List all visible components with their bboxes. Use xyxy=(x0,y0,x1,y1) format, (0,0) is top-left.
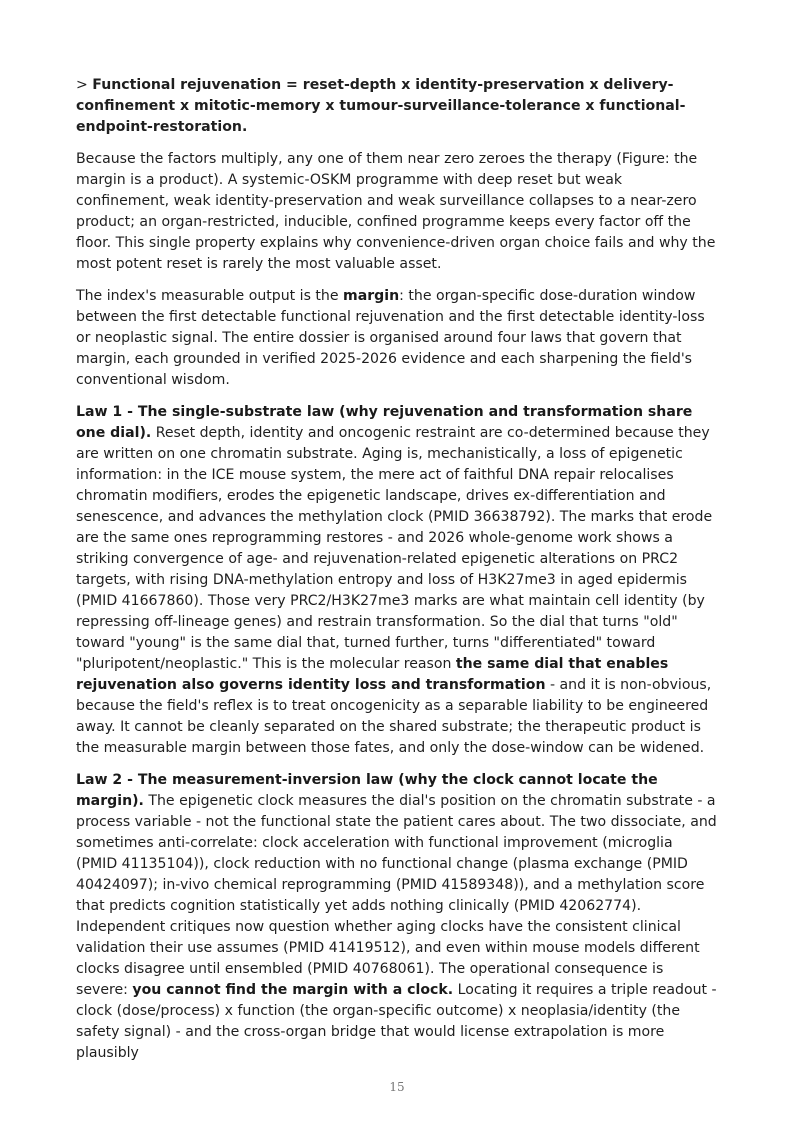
law-1-emphasis: the same dial that enables rejuvenation also governs identity loss and transformation xyxy=(76,656,669,693)
paragraph-margin-after: : the organ-specific dose-duration window between the first detectable functional rejuvenation and the first detectable identity-loss or neoplastic signal. The entire dossier is organised around four laws that govern that margin, each grounded in verified 2025-2026 evidence and each sharpening the field's conventional wisdom. xyxy=(76,288,705,388)
formula-paragraph xyxy=(76,75,718,138)
paragraph-margin xyxy=(76,286,718,391)
formula-prefix: > xyxy=(76,77,93,93)
law-2-paragraph xyxy=(76,770,718,1064)
law-1-body-b: - and it is non-obvious, because the field's reflex is to treat oncogenicity as a separable liability to be engineered away. It cannot be cleanly separated on the shared substrate; the therapeutic product is the measurable margin between those fates, and only the dose-window can be widened. xyxy=(76,677,712,756)
law-2-heading: Law 2 - The measurement-inversion law (why the clock cannot locate the margin). xyxy=(76,772,658,809)
margin-term: margin xyxy=(343,288,400,304)
law-1-paragraph xyxy=(76,402,718,759)
paragraph-multiplicative: Because the factors multiply, any one of them near zero zeroes the therapy (Figure: the margin is a product). A systemic-OSKM programme with deep reset but weak confinement, weak identity-preservation and weak surveillance collapses to a near-zero product; an organ-restricted, inducible, confined programme keeps every factor off the floor. This single property explains why convenience-driven organ choice fails and why the most potent reset is rarely the most valuable asset. xyxy=(76,151,716,272)
law-1-heading: Law 1 - The single-substrate law (why rejuvenation and transformation share one dial). xyxy=(76,404,693,441)
page-number: 15 xyxy=(389,1080,405,1094)
law-2-body-a: The epigenetic clock measures the dial's position on the chromatin substrate - a process variable - not the functional state the patient cares about. The two dissociate, and sometimes anti-correlate: clock acceleration with functional improvement (microglia (PMID 41135104)), clock reduction with no functional change (plasma exchange (PMID 40424097); in-vivo chemical reprogramming (PMID 41589348)), and a methylation score that predicts cognition statistically yet adds nothing clinically (PMID 42062774). Independent critiques now question whether aging clocks have the consistent clinical validation their use assumes (PMID 41419512), and even within mouse models different clocks disagree until ensembled (PMID 40768061). The operational consequence is severe: xyxy=(76,793,717,998)
law-1-body-a: Reset depth, identity and oncogenic restraint are co-determined because they are written on one chromatin substrate. Aging is, mechanistically, a loss of epigenetic information: in the ICE mouse system, the mere act of faithful DNA repair relocalises chromatin modifiers, erodes the epigenetic landscape, drives ex-differentiation and senescence, and advances the methylation clock (PMID 36638792). The marks that erode are the same ones reprogramming restores - and 2026 whole-genome work shows a striking convergence of age- and rejuvenation-related epigenetic alterations on PRC2 targets, with rising DNA-methylation entropy and loss of H3K27me3 in aged epidermis (PMID 41667860). Those very PRC2/H3K27me3 marks are what maintain cell identity (by repressing off-lineage genes) and restrain transformation. So the dial that turns "old" toward "young" is the same dial that, turned further, turns "differentiated" toward "pluripotent/neoplastic." This is the molecular reason xyxy=(76,425,713,672)
law-2-body-b: Locating it requires a triple readout - clock (dose/process) x function (the organ-specific outcome) x neoplasia/identity (the safety signal) - and the cross-organ bridge that would license extrapolation is more plausibly xyxy=(76,982,717,1061)
document-page xyxy=(76,75,718,1075)
law-2-emphasis: you cannot find the margin with a clock. xyxy=(132,982,454,998)
formula-text: Functional rejuvenation = reset-depth x identity-preservation x delivery-confinement x mitotic-memory x tumour-surveillance-tolerance x functional-endpoint-restoration. xyxy=(76,77,686,135)
paragraph-margin-before: The index's measurable output is the xyxy=(76,288,344,304)
